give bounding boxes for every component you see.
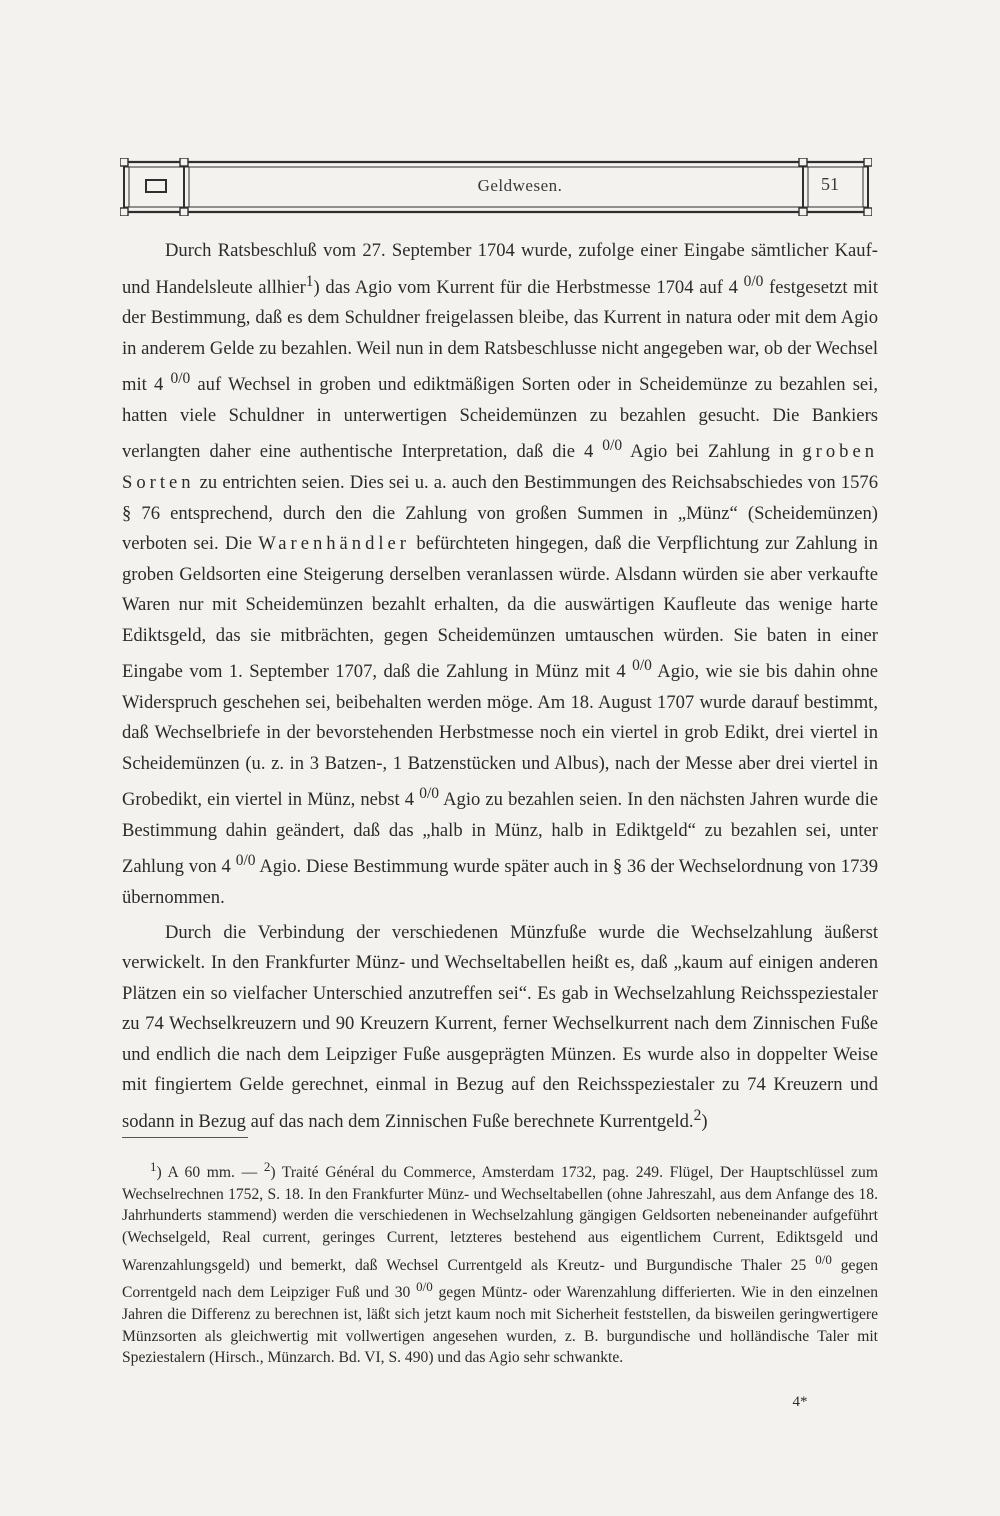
footnote-text: ) Traité Général du Commerce, Amsterdam 1732, pag. 249. Flügel, Der Hauptschlüssel zum Wechselrechnen 1752, S. 18. In den Frankfurter Münz- und Wechseltabellen (ohne Jahreszahl, aus dem Anfange des 18. Jahrhunderts stammend) werden die verschiedenen in Wechselzahlung gängigen Geldsorten nebeneinander aufgeführt (Wechselgeld, Real current, geringes Current, letzteres bestehend aus eigentlichem Current, Ediktsgeld und Warenzahlungsgeld) und bemerkt, daß Wechsel Currentgeld als Kreutz- und Burgundische Thaler 25 bbox=[122, 1164, 878, 1274]
text-run: zu entrichten seien. Dies sei u. a. auch den Bestimmungen des Reichsabschiedes von 1576 § 76 entsprechend, durch den die Zahlung von großen Summen in „Münz“ (Scheidemünzen) verboten sei. Die bbox=[122, 472, 878, 555]
text-run: Agio. Diese Bestimmung wurde später auch in § 36 der Wechselordnung von 1739 übernommen. bbox=[122, 856, 878, 909]
footnote-divider bbox=[122, 1137, 248, 1138]
footnote-mark: 2 bbox=[263, 1159, 271, 1174]
footnote bbox=[122, 1156, 878, 1369]
text-run: Agio zu bezahlen seien. In den nächsten Jahren wurde die Bestimmung dahin geändert, daß das „halb in Münz, halb in Ediktgeld“ zu bezahlen sei, unter Zahlung von 4 bbox=[122, 789, 878, 878]
spaced-emphasis: Warenhändler bbox=[258, 533, 410, 555]
paragraph bbox=[122, 918, 878, 1138]
footnote-text: ) A 60 mm. — bbox=[156, 1164, 264, 1182]
text-run: Agio bei Zahlung in bbox=[622, 441, 803, 463]
signature-mark: 4* bbox=[792, 1394, 808, 1410]
percent-sign: 0/0 bbox=[602, 437, 623, 455]
text-run: festgesetzt mit der Bestimmung, daß es dem Schuldner freigelassen bleibe, das Kurrent in natura oder mit dem Agio in anderem Gelde zu bezahlen. Weil nun in dem Ratsbeschlusse nicht angegeben war, ob der Wechsel mit 4 bbox=[122, 276, 878, 396]
percent-sign: 0/0 bbox=[416, 1279, 433, 1295]
footnote-mark: 1 bbox=[150, 1159, 157, 1174]
percent-sign: 0/0 bbox=[235, 852, 256, 870]
footnotes bbox=[122, 1156, 878, 1369]
text-run: auf Wechsel in groben und ediktmäßigen Sorten oder in Scheidemünze zu bezahlen sei, hatten viele Schuldner in unterwertigen Scheidemünzen zu bezahlen gesucht. Die Bankiers verlangten daher eine authentische Interpretation, daß die 4 bbox=[122, 374, 878, 463]
page-number: 51 bbox=[821, 174, 839, 194]
running-title: Geldwesen. bbox=[477, 176, 563, 195]
footnote-ref: 2 bbox=[693, 1106, 702, 1124]
text-run: befürchteten hingegen, daß die Verpflichtung zur Zahlung in groben Geldsorten eine Steigerung derselben veranlassen würde. Alsdann würden sie aber verkaufte Waren nur mit Scheidemünzen bezahlt erhalten, da die auswärtigen Kaufleute das wenige harte Ediktsgeld, das sie mitbrächten, gegen Scheidemünzen umtauschen würden. Sie baten in einer Eingabe vom 1. September 1707, daß die Zahlung in Münz mit 4 bbox=[122, 533, 878, 683]
spaced-emphasis: groben Sorten bbox=[122, 441, 879, 494]
footnote-text: gegen Müntz- oder Warenzahlung differierten. Wie in den einzelnen Jahren die Differenz zu berechnen ist, läßt sich jetzt kaum noch mit Sicherheit feststellen, da bisweilen geringwertigere Münzsorten als gleichwertig mit vollwertigen angesehen wurden, z. B. burgundische und holländische Taler mit Speziestalern (Hirsch., Münzarch. Bd. VI, S. 490) und das Agio sehr schwankte. bbox=[122, 1284, 878, 1367]
text-run: Durch Ratsbeschluß vom 27. September 1704 wurde, zufolge einer Eingabe sämtlicher Kauf- und Handelsleute allhier bbox=[122, 240, 878, 298]
footnote-text: gegen Correntgeld nach dem Leipziger Fuß und 30 bbox=[122, 1256, 878, 1302]
percent-sign: 0/0 bbox=[419, 785, 439, 803]
running-head bbox=[120, 158, 872, 216]
main-text bbox=[122, 236, 878, 1137]
percent-sign: 0/0 bbox=[632, 657, 652, 675]
text-run: ) das Agio vom Kurrent für die Herbstmesse 1704 auf 4 bbox=[313, 276, 744, 298]
footnote-ref: 1 bbox=[305, 272, 314, 290]
text-run: Durch die Verbindung der verschiedenen Münzfuße wurde die Wechselzahlung äußerst verwickelt. In den Frankfurter Münz- und Wechseltabellen heißt es, daß „kaum auf einigen anderen Plätzen ein so vielfacher Unterschied anzutreffen sei“. Es gab in Wechselzahlung Reichsspeziestaler zu 74 Wechselkreuzern und 90 Kreuzern Kurrent, ferner Wechselkurrent nach dem Zinnischen Fuße und endlich die nach dem Leipziger Fuße ausgeprägten Münzen. Es wurde also in doppelter Weise mit fingiertem Gelde gerechnet, einmal in Bezug auf den Reichsspeziestaler zu 74 Kreuzern und sodann in Bezug auf das nach dem Zinnischen Fuße berechnete Kurrentgeld. bbox=[122, 921, 878, 1132]
paragraph bbox=[122, 236, 878, 914]
percent-sign: 0/0 bbox=[743, 272, 764, 290]
percent-sign: 0/0 bbox=[815, 1251, 832, 1267]
percent-sign: 0/0 bbox=[170, 370, 191, 388]
text-run: ) bbox=[701, 1110, 708, 1132]
text-run: Agio, wie sie bis dahin ohne Widerspruch geschehen sei, beibehalten werden möge. Am 18. August 1707 wurde darauf bestimmt, daß Wechselbriefe in der bevorstehenden Herbstmesse noch ein viertel in grob Edikt, drei viertel in Scheidemünzen (u. z. in 3 Batzen-, 1 Batzenstücken und Albus), nach der Messe aber drei viertel in Grobedikt, ein viertel in Münz, nebst 4 bbox=[122, 661, 878, 811]
